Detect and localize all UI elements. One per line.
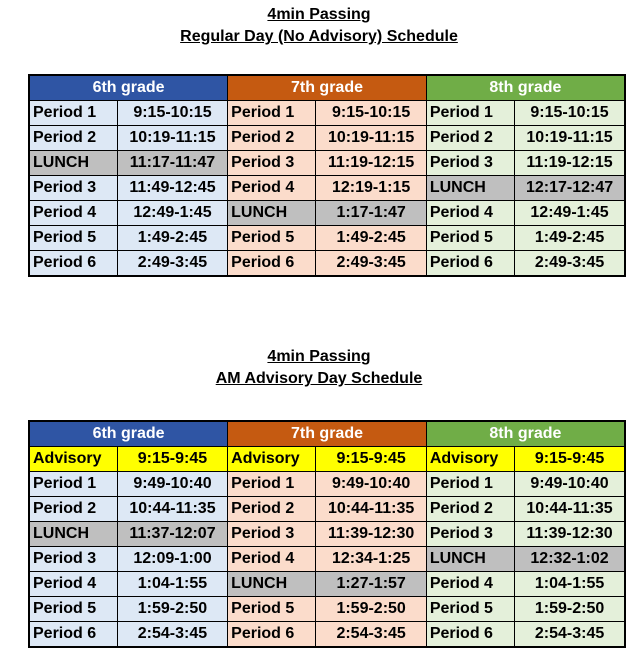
period-time-cell: 1:49-2:45 bbox=[117, 226, 227, 251]
period-time-cell: 12:09-1:00 bbox=[117, 547, 227, 572]
period-time-cell: 1:04-1:55 bbox=[117, 572, 227, 597]
period-name-cell: Period 1 bbox=[228, 472, 316, 497]
period-name-cell: LUNCH bbox=[426, 176, 514, 201]
period-name-cell: Period 6 bbox=[426, 622, 514, 648]
schedule-row bbox=[29, 101, 625, 126]
period-time-cell: 9:15-10:15 bbox=[515, 101, 625, 126]
regular-day-title bbox=[0, 4, 638, 48]
period-time-cell: 2:54-3:45 bbox=[515, 622, 625, 648]
period-time-cell: 1:59-2:50 bbox=[316, 597, 426, 622]
period-time-cell: 1:04-1:55 bbox=[515, 572, 625, 597]
regular-day-schedule-table bbox=[28, 74, 626, 277]
period-name-cell: Period 5 bbox=[426, 597, 514, 622]
period-time-cell: 10:19-11:15 bbox=[117, 126, 227, 151]
period-time-cell: 2:49-3:45 bbox=[316, 251, 426, 277]
schedule-row bbox=[29, 251, 625, 277]
period-time-cell: 1:59-2:50 bbox=[515, 597, 625, 622]
period-time-cell: 9:15-10:15 bbox=[316, 101, 426, 126]
grade-header-6th: 6th grade bbox=[29, 421, 228, 447]
period-time-cell: 9:49-10:40 bbox=[316, 472, 426, 497]
period-time-cell: 2:49-3:45 bbox=[515, 251, 625, 277]
period-time-cell: 1:59-2:50 bbox=[117, 597, 227, 622]
period-time-cell: 1:49-2:45 bbox=[316, 226, 426, 251]
schedule-row bbox=[29, 447, 625, 472]
period-name-cell: Advisory bbox=[426, 447, 514, 472]
period-name-cell: Period 5 bbox=[228, 226, 316, 251]
grade-header-row bbox=[29, 75, 625, 101]
schedule-row bbox=[29, 226, 625, 251]
period-time-cell: 10:44-11:35 bbox=[316, 497, 426, 522]
schedule-row bbox=[29, 176, 625, 201]
schedule-row bbox=[29, 547, 625, 572]
period-name-cell: LUNCH bbox=[29, 151, 117, 176]
period-time-cell: 12:32-1:02 bbox=[515, 547, 625, 572]
period-time-cell: 11:19-12:15 bbox=[515, 151, 625, 176]
period-time-cell: 9:49-10:40 bbox=[515, 472, 625, 497]
period-time-cell: 10:44-11:35 bbox=[117, 497, 227, 522]
period-name-cell: Period 5 bbox=[228, 597, 316, 622]
schedule-row bbox=[29, 497, 625, 522]
period-time-cell: 12:49-1:45 bbox=[515, 201, 625, 226]
schedule-row bbox=[29, 622, 625, 648]
period-name-cell: Period 2 bbox=[228, 497, 316, 522]
period-name-cell: Period 3 bbox=[228, 522, 316, 547]
period-time-cell: 2:54-3:45 bbox=[316, 622, 426, 648]
schedule-row bbox=[29, 201, 625, 226]
period-name-cell: Period 3 bbox=[228, 151, 316, 176]
period-time-cell: 1:27-1:57 bbox=[316, 572, 426, 597]
period-name-cell: Period 1 bbox=[29, 101, 117, 126]
period-name-cell: Period 6 bbox=[29, 251, 117, 277]
period-name-cell: Period 4 bbox=[426, 201, 514, 226]
period-name-cell: LUNCH bbox=[29, 522, 117, 547]
period-name-cell: Period 3 bbox=[29, 176, 117, 201]
period-name-cell: LUNCH bbox=[228, 572, 316, 597]
grade-header-8th: 8th grade bbox=[426, 421, 625, 447]
regular-day-schedule-label: Regular Day (No Advisory) Schedule bbox=[180, 28, 458, 45]
period-name-cell: Period 5 bbox=[426, 226, 514, 251]
period-name-cell: Period 3 bbox=[29, 547, 117, 572]
period-name-cell: Period 6 bbox=[228, 251, 316, 277]
period-time-cell: 11:39-12:30 bbox=[316, 522, 426, 547]
period-name-cell: Advisory bbox=[29, 447, 117, 472]
period-time-cell: 9:15-10:15 bbox=[117, 101, 227, 126]
period-time-cell: 10:44-11:35 bbox=[515, 497, 625, 522]
period-time-cell: 2:54-3:45 bbox=[117, 622, 227, 648]
period-name-cell: Period 2 bbox=[29, 126, 117, 151]
period-time-cell: 1:17-1:47 bbox=[316, 201, 426, 226]
period-name-cell: Advisory bbox=[228, 447, 316, 472]
period-name-cell: Period 3 bbox=[426, 151, 514, 176]
period-name-cell: Period 1 bbox=[228, 101, 316, 126]
period-time-cell: 12:49-1:45 bbox=[117, 201, 227, 226]
period-name-cell: Period 2 bbox=[29, 497, 117, 522]
schedule-row bbox=[29, 472, 625, 497]
schedule-row bbox=[29, 597, 625, 622]
period-time-cell: 11:49-12:45 bbox=[117, 176, 227, 201]
period-name-cell: Period 1 bbox=[426, 101, 514, 126]
period-name-cell: Period 4 bbox=[29, 201, 117, 226]
period-time-cell: 12:19-1:15 bbox=[316, 176, 426, 201]
period-name-cell: Period 4 bbox=[228, 176, 316, 201]
period-name-cell: Period 3 bbox=[426, 522, 514, 547]
grade-header-6th: 6th grade bbox=[29, 75, 228, 101]
am-advisory-title bbox=[0, 346, 638, 390]
period-time-cell: 11:19-12:15 bbox=[316, 151, 426, 176]
period-name-cell: Period 5 bbox=[29, 597, 117, 622]
period-time-cell: 11:37-12:07 bbox=[117, 522, 227, 547]
am-advisory-schedule-label: AM Advisory Day Schedule bbox=[215, 370, 423, 387]
schedule-row bbox=[29, 126, 625, 151]
period-time-cell: 12:17-12:47 bbox=[515, 176, 625, 201]
schedule-row bbox=[29, 151, 625, 176]
period-name-cell: Period 4 bbox=[426, 572, 514, 597]
period-time-cell: 9:15-9:45 bbox=[117, 447, 227, 472]
period-time-cell: 1:49-2:45 bbox=[515, 226, 625, 251]
grade-header-7th: 7th grade bbox=[228, 75, 427, 101]
period-time-cell: 9:15-9:45 bbox=[316, 447, 426, 472]
period-time-cell: 10:19-11:15 bbox=[316, 126, 426, 151]
period-time-cell: 11:17-11:47 bbox=[117, 151, 227, 176]
grade-header-8th: 8th grade bbox=[426, 75, 625, 101]
period-name-cell: Period 5 bbox=[29, 226, 117, 251]
regular-day-passing-label: 4min Passing bbox=[267, 6, 371, 23]
period-name-cell: LUNCH bbox=[228, 201, 316, 226]
am-advisory-schedule-table bbox=[28, 420, 626, 648]
grade-header-row bbox=[29, 421, 625, 447]
period-name-cell: Period 1 bbox=[426, 472, 514, 497]
period-name-cell: Period 2 bbox=[426, 126, 514, 151]
period-name-cell: Period 2 bbox=[426, 497, 514, 522]
schedule-row bbox=[29, 522, 625, 547]
period-name-cell: Period 4 bbox=[228, 547, 316, 572]
grade-header-7th: 7th grade bbox=[228, 421, 427, 447]
period-name-cell: Period 6 bbox=[426, 251, 514, 277]
period-time-cell: 9:49-10:40 bbox=[117, 472, 227, 497]
period-name-cell: Period 1 bbox=[29, 472, 117, 497]
period-name-cell: Period 4 bbox=[29, 572, 117, 597]
schedule-row bbox=[29, 572, 625, 597]
period-time-cell: 12:34-1:25 bbox=[316, 547, 426, 572]
am-advisory-passing-label: 4min Passing bbox=[267, 348, 371, 365]
period-time-cell: 2:49-3:45 bbox=[117, 251, 227, 277]
period-name-cell: Period 6 bbox=[228, 622, 316, 648]
period-name-cell: LUNCH bbox=[426, 547, 514, 572]
period-time-cell: 11:39-12:30 bbox=[515, 522, 625, 547]
period-name-cell: Period 2 bbox=[228, 126, 316, 151]
period-time-cell: 10:19-11:15 bbox=[515, 126, 625, 151]
period-name-cell: Period 6 bbox=[29, 622, 117, 648]
period-time-cell: 9:15-9:45 bbox=[515, 447, 625, 472]
